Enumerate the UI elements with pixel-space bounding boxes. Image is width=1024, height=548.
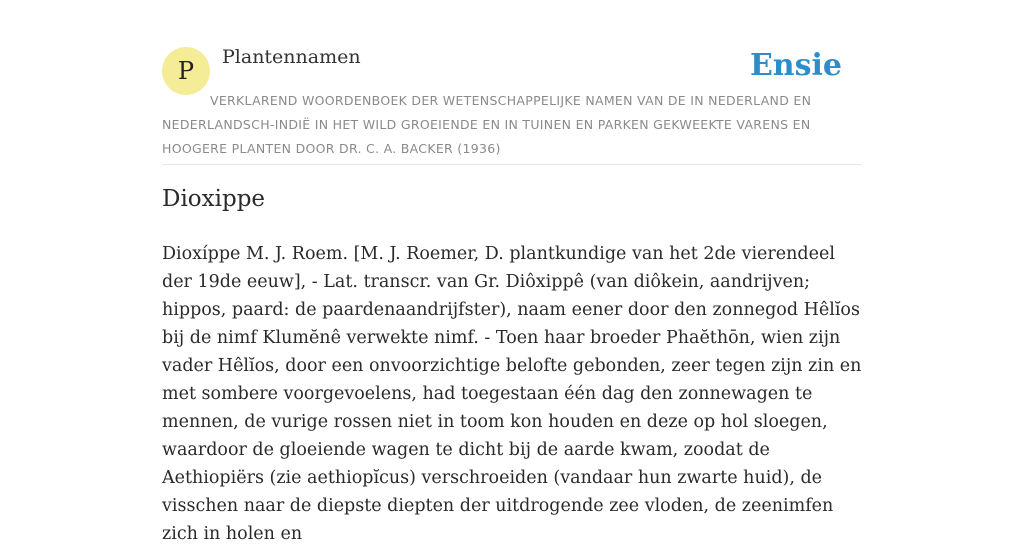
avatar[interactable]: P xyxy=(162,47,210,95)
brand-logo-link[interactable]: Ensie xyxy=(749,48,842,83)
site-subtitle: VERKLAREND WOORDENBOEK DER WETENSCHAPPELIJKE NAMEN VAN DE IN NEDERLAND EN NEDERLANDSCH-INDIË IN HET WILD GROEIENDE EN IN TUINEN EN PARKEN GEKWEEKTE VARENS EN HOOGERE PLANTEN DOOR DR. C. A. BACKER (1936) xyxy=(162,93,812,156)
site-header xyxy=(162,44,862,165)
site-title-link[interactable]: Plantennamen xyxy=(222,46,361,68)
entry-body: Dioxíppe M. J. Roem. [M. J. Roemer, D. plantkundige van het 2de vierendeel der 19de eeuw], - Lat. transcr. van Gr. Diôxippê (van diôkein, aandrijven; hippos, paard: de paardenaandrijfster), naam eener door den zonnegod Hêlĭos bij de nimf Klumĕnê verwekte nimf. - Toen haar broeder Phaĕthōn, wien zijn vader Hêlĭos, door een onvoorzichtige belofte gebonden, zeer tegen zijn zin en met sombere voorgevoelens, had toegestaan één dag den zonnewagen te mennen, de vurige rossen niet in toom kon houden en deze op hol sloegen, waardoor de gloeiende wagen te dicht bij de aarde kwam, zoodat de Aethiopiërs (zie aethiopĭcus) verschroeiden (vandaar hun zwarte huid), de visschen naar de diepste diepten der uitdrogende zee vloden, de zeenimfen zich in holen en xyxy=(162,244,862,544)
entry-title: Dioxippe xyxy=(162,186,266,212)
